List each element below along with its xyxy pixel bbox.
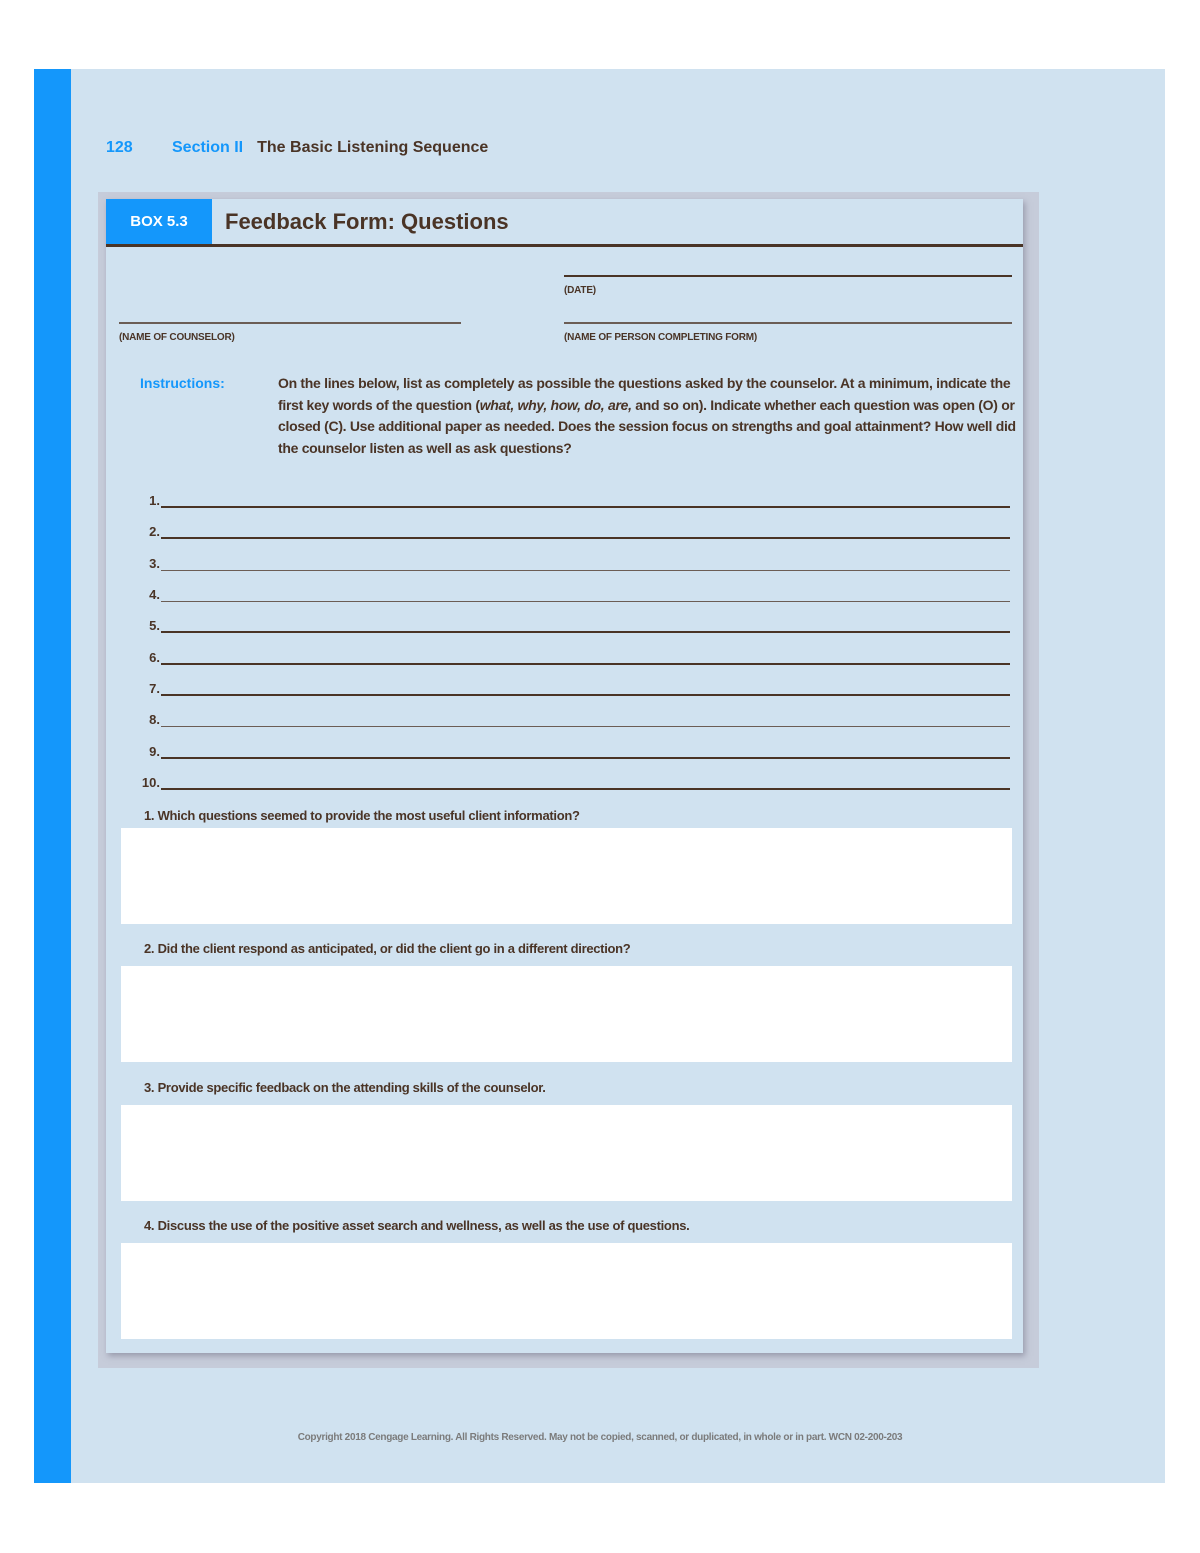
- line-number: 7.: [149, 681, 160, 696]
- write-line[interactable]: [161, 663, 1010, 665]
- prompt-number: 3.: [144, 1080, 155, 1095]
- line-number: 4.: [149, 587, 160, 602]
- person-completing-field[interactable]: [564, 322, 1012, 324]
- date-label: (DATE): [564, 285, 596, 296]
- prompt-4: [144, 1218, 689, 1233]
- running-head: [106, 139, 488, 157]
- section-title: The Basic Listening Sequence: [257, 139, 489, 156]
- line-number: 6.: [149, 650, 160, 665]
- write-line[interactable]: [161, 570, 1010, 572]
- section-label: Section II: [172, 139, 244, 156]
- instructions-text-part1: On the lines below, list as completely as possible the questions asked by the counselor. At a minimum, indicate the first key words of the question (: [278, 375, 1011, 413]
- question-line-6[interactable]: [126, 649, 1010, 665]
- prompt-text: Discuss the use of the positive asset search and wellness, as well as the use of questions.: [157, 1218, 690, 1233]
- question-line-5[interactable]: [126, 617, 1010, 633]
- write-line[interactable]: [161, 694, 1010, 696]
- question-line-4[interactable]: [126, 586, 1010, 602]
- write-line[interactable]: [161, 601, 1010, 603]
- feedback-form-box: [106, 199, 1023, 1353]
- instructions-text-part2: and so on). Indicate whether each question was open (O) or closed (C). Use additional paper as needed. Does the session focus on strengths and goal attainment? How well did the counselor listen as well as ask questions?: [278, 396, 1016, 456]
- answer-box-3[interactable]: [121, 1105, 1012, 1201]
- write-line[interactable]: [161, 506, 1010, 508]
- date-field[interactable]: [564, 275, 1012, 277]
- prompt-number: 2.: [144, 941, 155, 956]
- prompt-1: [144, 808, 580, 823]
- write-line[interactable]: [161, 631, 1010, 633]
- write-line[interactable]: [161, 788, 1010, 790]
- line-number: 9.: [149, 744, 160, 759]
- prompt-number: 1.: [144, 808, 155, 823]
- box-label: BOX 5.3: [106, 199, 212, 244]
- title-divider: [106, 244, 1023, 247]
- instructions-italic-words: what, why, how, do, are,: [479, 396, 632, 413]
- question-line-8[interactable]: [126, 711, 1010, 727]
- instructions-text: [278, 373, 1018, 459]
- write-line[interactable]: [161, 757, 1010, 759]
- answer-box-1[interactable]: [121, 828, 1012, 924]
- question-line-10[interactable]: [126, 774, 1010, 790]
- line-number: 3.: [149, 556, 160, 571]
- page-edge-stripe: [34, 69, 71, 1483]
- prompt-text: Which questions seemed to provide the most useful client information?: [157, 808, 580, 823]
- prompt-number: 4.: [144, 1218, 155, 1233]
- line-number: 2.: [149, 524, 160, 539]
- question-line-7[interactable]: [126, 680, 1010, 696]
- prompt-text: Did the client respond as anticipated, or did the client go in a different direction?: [157, 941, 631, 956]
- page-number: 128: [106, 139, 133, 156]
- answer-box-2[interactable]: [121, 966, 1012, 1062]
- person-completing-label: (NAME OF PERSON COMPLETING FORM): [564, 332, 758, 343]
- question-line-3[interactable]: [126, 555, 1010, 571]
- box-title: Feedback Form: Questions: [225, 209, 509, 234]
- counselor-name-field[interactable]: [119, 322, 461, 324]
- line-number: 10.: [141, 775, 160, 790]
- line-number: 5.: [149, 618, 160, 633]
- write-line[interactable]: [161, 537, 1010, 539]
- line-number: 8.: [149, 712, 160, 727]
- write-line[interactable]: [161, 726, 1010, 728]
- line-number: 1.: [149, 493, 160, 508]
- instructions-label: Instructions:: [140, 375, 225, 391]
- prompt-2: [144, 941, 630, 956]
- counselor-name-label: (NAME OF COUNSELOR): [119, 332, 235, 343]
- question-line-9[interactable]: [126, 743, 1010, 759]
- question-line-2[interactable]: [126, 523, 1010, 539]
- answer-box-4[interactable]: [121, 1243, 1012, 1339]
- prompt-text: Provide specific feedback on the attending skills of the counselor.: [157, 1080, 546, 1095]
- copyright-footer: Copyright 2018 Cengage Learning. All Rights Reserved. May not be copied, scanned, or duplicated, in whole or in part. WCN 02-200-203: [297, 1432, 903, 1443]
- prompt-3: [144, 1080, 546, 1095]
- question-line-1[interactable]: [126, 492, 1010, 508]
